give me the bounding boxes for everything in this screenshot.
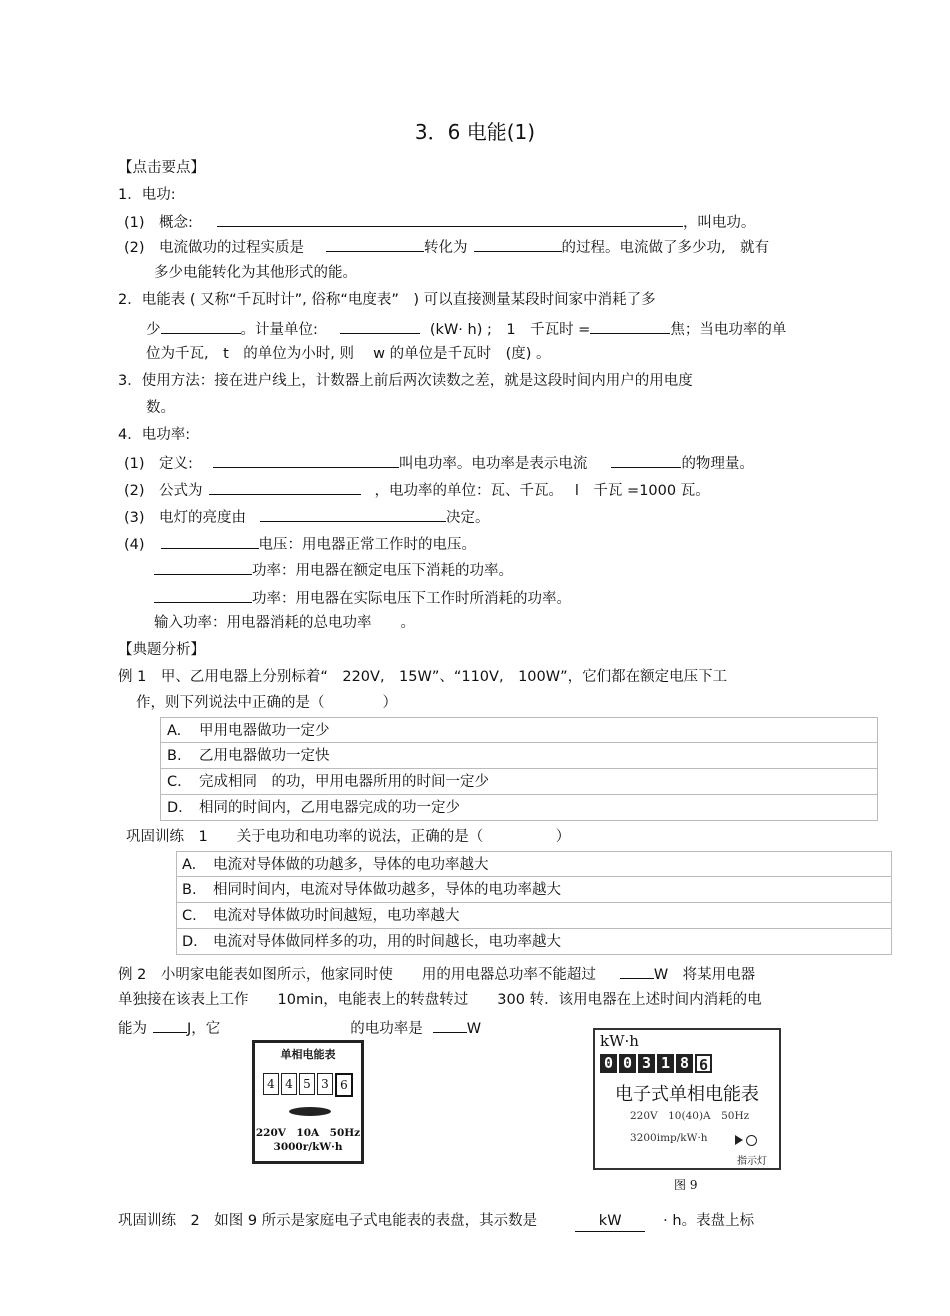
training-2-line-1 (118, 1211, 754, 1232)
blank (213, 452, 399, 468)
figure-caption: 图 9 (674, 1178, 698, 1192)
text: 功率：用电器在额定电压下消耗的功率。 (252, 563, 513, 579)
item-1-line-2 (124, 236, 769, 258)
option-key: A. (167, 723, 182, 739)
blank (474, 236, 562, 252)
text: (kW· h) ; 1 千瓦时 = (429, 322, 591, 338)
electronic-meter-figure (593, 1028, 781, 1170)
example-2-line-1 (118, 963, 755, 985)
item-1-line-1 (124, 211, 755, 233)
meter-spec-rating: 220V 10A 50Hz (255, 1127, 361, 1139)
option-text: 甲用电器做功一定少 (199, 723, 330, 739)
blank (611, 452, 681, 468)
text: (2) 电流做功的过程实质是 (124, 240, 305, 256)
text: 叫电功率。电功率是表示电流 (398, 456, 588, 472)
training-1-option-d (176, 929, 892, 955)
text: 电压：用电器正常工作时的电压。 (258, 537, 477, 553)
section-key-points: 【点击要点】 (118, 160, 205, 176)
meter-title: 单相电能表 (280, 1048, 336, 1061)
answer-blank (575, 1211, 645, 1232)
blank (620, 963, 654, 979)
indicator-label: 指示灯 (737, 1156, 767, 1167)
option-key: D. (167, 800, 183, 816)
text: 的过程。电流做了多少功, 就有 (561, 240, 770, 256)
indicator-light-icon (735, 1133, 757, 1146)
lcd-display (600, 1054, 714, 1073)
example-1-option-c (160, 769, 878, 795)
blank (161, 318, 241, 334)
meter-spec-constant: 3200imp/kW·h (630, 1132, 708, 1144)
text: 例 2 小明家电能表如图所示，他家同时使 用的用电器总功率不能超过 (118, 967, 596, 983)
training-1-option-a (176, 851, 892, 877)
blank (340, 318, 420, 334)
option-key: A. (182, 857, 197, 873)
blank (433, 1017, 467, 1033)
option-text: 相同的时间内，乙用电器完成的功一定少 (199, 800, 460, 816)
training-1-option-c (176, 903, 892, 929)
text: 的物理量。 (681, 456, 754, 472)
example-1-option-b (160, 743, 878, 769)
unit: kW (598, 1213, 622, 1229)
text: · h。表盘上标 (663, 1213, 755, 1229)
blank (590, 318, 670, 334)
lcd-digit: 0 (600, 1054, 617, 1073)
meter-unit: kW·h (600, 1032, 639, 1050)
text: 巩固训练 2 如图 9 所示是家庭电子式电能表的表盘，其示数是 (118, 1213, 538, 1229)
meter-spec-rating: 220V 10(40)A 50Hz (630, 1110, 750, 1122)
item-4-line-3 (124, 506, 490, 528)
item-2-line-2 (146, 318, 786, 340)
blank (326, 236, 424, 252)
blank (154, 587, 252, 603)
text: (1) 定义: (124, 456, 193, 472)
text: 少 (146, 322, 161, 338)
text: (2) 公式为 (124, 483, 203, 499)
option-text: 电流对导体做同样多的功，用的时间越长，电功率越大 (213, 934, 561, 950)
rotating-disk-icon (289, 1107, 331, 1116)
option-text: 相同时间内，电流对导体做功越多，导体的电功率越大 (213, 882, 561, 898)
blank (209, 479, 361, 495)
digit: 4 (263, 1073, 279, 1095)
option-key: B. (182, 882, 197, 898)
item-4-line-1 (124, 452, 754, 474)
item-3-line-1: 3．使用方法：接在进户线上，计数器上前后两次读数之差，就是这段时间内用户的用电度 (118, 373, 693, 389)
item-3-line-2: 数。 (146, 400, 175, 416)
digit: 3 (317, 1073, 333, 1095)
text: ，叫电功。 (682, 215, 756, 231)
meter-digits (263, 1073, 355, 1097)
text: 。计量单位: (240, 322, 318, 338)
item-2-line-3: 位为千瓦, t 的单位为小时, 则 w 的单位是千瓦时 (度) 。 (146, 346, 551, 362)
item-4-line-6 (154, 587, 571, 609)
item-4-line-7: 输入功率：用电器消耗的总电功率 。 (154, 615, 415, 631)
text: 焦；当电功率的单 (670, 322, 787, 338)
blank (217, 211, 683, 227)
text: 功率：用电器在实际电压下工作时所消耗的功率。 (252, 591, 571, 607)
meter-title: 电子式单相电能表 (615, 1084, 759, 1105)
lcd-digit: 1 (657, 1054, 674, 1073)
text: W 将某用电器 (653, 967, 756, 983)
text: (4) (124, 537, 145, 553)
lcd-digit: 3 (638, 1054, 655, 1073)
text: (1) 概念: (124, 215, 193, 231)
item-1-heading: 1．电功: (118, 187, 176, 203)
text: J，它 (187, 1021, 221, 1037)
example-1-option-a (160, 717, 878, 743)
item-4-line-2 (124, 479, 710, 501)
option-key: B. (167, 748, 182, 764)
example-1-line-2: 作，则下列说法中正确的是（ ） (136, 695, 397, 711)
lcd-digit-decimal: 6 (695, 1054, 712, 1073)
digit: 4 (281, 1073, 297, 1095)
text: 转化为 (424, 240, 468, 256)
digit: 5 (299, 1073, 315, 1095)
training-1-question: 巩固训练 1 关于电功和电功率的说法，正确的是（ ） (126, 829, 571, 845)
lcd-digit: 8 (676, 1054, 693, 1073)
blank (153, 1017, 187, 1033)
light-icon (746, 1135, 757, 1146)
example-1-line-1: 例 1 甲、乙用电器上分别标着“ 220V, 15W”、“110V, 100W”，它们都在额定电压下工 (118, 669, 728, 685)
text: W (466, 1021, 482, 1037)
text: 决定。 (446, 510, 490, 526)
option-key: D. (182, 934, 198, 950)
mechanical-meter-figure (252, 1040, 364, 1164)
blank (260, 506, 446, 522)
option-text: 电流对导体做功时间越短，电功率越大 (213, 908, 460, 924)
option-text: 完成相同 的功，甲用电器所用的时间一定少 (199, 774, 489, 790)
page-title: 3．6 电能(1) (414, 120, 536, 144)
blank (154, 559, 252, 575)
lcd-digit: 0 (619, 1054, 636, 1073)
option-text: 电流对导体做的功越多，导体的电功率越大 (213, 857, 489, 873)
text: 能为 (118, 1021, 147, 1037)
blank (161, 533, 259, 549)
example-2-line-3 (118, 1017, 481, 1039)
option-key: C. (182, 908, 197, 924)
text: 的电功率是 (350, 1021, 423, 1037)
option-text: 乙用电器做功一定快 (199, 748, 330, 764)
training-1-option-b (176, 877, 892, 903)
arrow-icon (735, 1135, 743, 1145)
example-1-option-d (160, 795, 878, 821)
text: ，电功率的单位：瓦、千瓦。 l 千瓦 =1000 瓦。 (374, 483, 710, 499)
example-2-line-2: 单独接在该表上工作 10min，电能表上的转盘转过 300 转．该用电器在上述时间内消耗的电 (118, 992, 762, 1008)
section-examples: 【典题分析】 (118, 642, 205, 658)
digit-decimal: 6 (335, 1073, 353, 1097)
meter-spec-constant: 3000r/kW·h (273, 1141, 343, 1153)
item-4-heading: 4．电功率: (118, 427, 191, 443)
text: (3) 电灯的亮度由 (124, 510, 247, 526)
item-1-line-3: 多少电能转化为其他形式的能。 (154, 265, 357, 281)
item-2-line-1: 2．电能表 ( 又称“千瓦时计”, 俗称“电度表” ) 可以直接测量某段时间家中消耗了多 (118, 292, 656, 308)
item-4-line-4 (124, 533, 476, 555)
option-key: C. (167, 774, 182, 790)
item-4-line-5 (154, 559, 513, 581)
